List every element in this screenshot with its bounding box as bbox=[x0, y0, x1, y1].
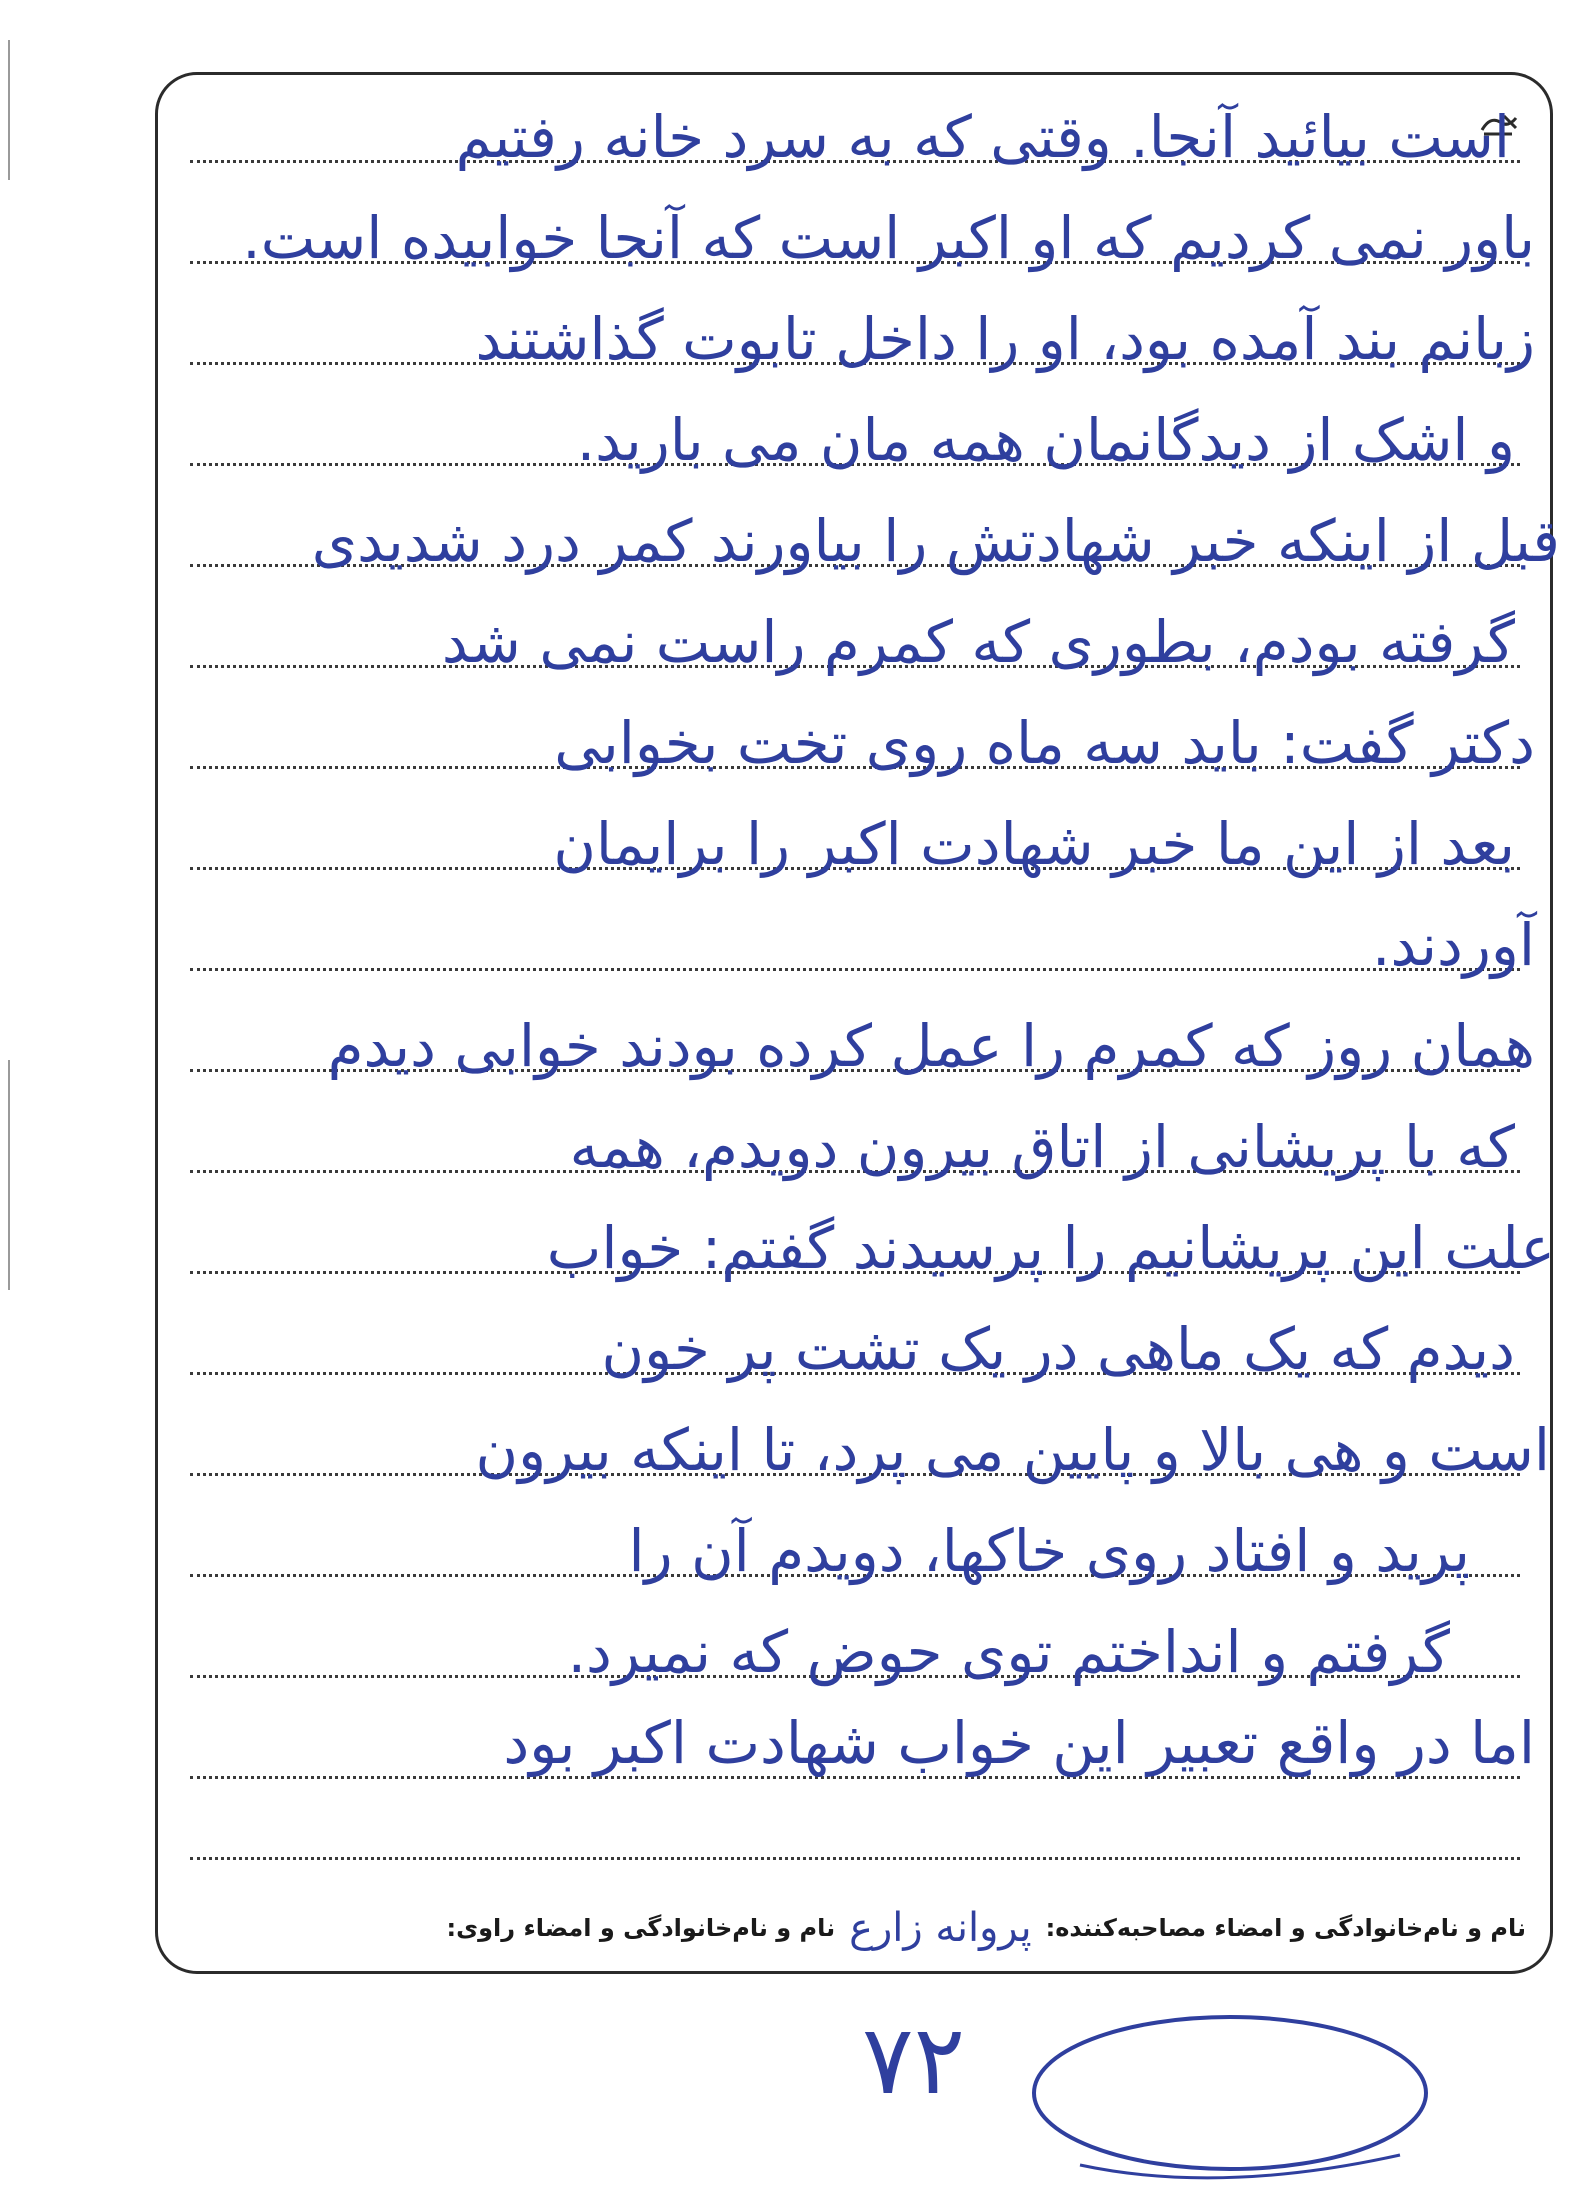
interviewer-signature: پروانه زارع bbox=[849, 1905, 1032, 1951]
handwritten-line: اما در واقع تعبیر این خواب شهادت اکبر بود bbox=[503, 1709, 1535, 1777]
handwritten-line: پرید و افتاد روی خاکها، دویدم آن را bbox=[628, 1517, 1470, 1585]
handwritten-line: است بیائید آنجا. وقتی که به سرد خانه رفتیم bbox=[455, 103, 1510, 171]
handwritten-line: آوردند. bbox=[1372, 911, 1535, 979]
narrator-label: نام و نام‌خانوادگی و امضاء راوی: bbox=[446, 1914, 836, 1942]
handwritten-line: دکتر گفت: باید سه ماه روی تخت بخوابی bbox=[554, 709, 1535, 777]
handwritten-line: دیدم که یک ماهی در یک تشت پر خون bbox=[601, 1315, 1515, 1383]
oval-mark bbox=[1020, 2005, 1440, 2195]
handwritten-line: بعد از این ما خبر شهادت اکبر را برایمان bbox=[553, 810, 1515, 878]
handwritten-line: است و هی بالا و پایین می پرد، تا اینکه بیرون bbox=[475, 1416, 1550, 1484]
ruled-line bbox=[190, 968, 1520, 971]
handwritten-line: علت این پریشانیم را پرسیدند گفتم: خواب bbox=[546, 1214, 1555, 1282]
interviewer-label: نام و نام‌خانوادگی و امضاء مصاحبه‌کننده: bbox=[1045, 1914, 1526, 1942]
signature-footer bbox=[190, 1902, 1526, 1954]
handwritten-line: که با پریشانی از اتاق بیرون دویدم، همه bbox=[569, 1113, 1515, 1181]
scan-edge-mark bbox=[8, 40, 10, 180]
page-number: ۷۲ bbox=[862, 2004, 966, 2116]
scan-edge-mark bbox=[8, 1060, 10, 1290]
handwritten-line: همان روز که کمرم را عمل کرده بودند خوابی دیدم bbox=[327, 1012, 1535, 1080]
ruled-line bbox=[190, 1857, 1520, 1860]
handwritten-line: گرفتم و انداختم توی حوض که نمیرد. bbox=[567, 1618, 1450, 1686]
handwritten-line: و اشک از دیدگانمان همه مان می بارید. bbox=[576, 406, 1515, 474]
handwritten-line: باور نمی کردیم که او اکبر است که آنجا خوابیده است. bbox=[242, 204, 1535, 272]
handwritten-line: زبانم بند آمده بود، او را داخل تابوت گذاشتند bbox=[475, 305, 1535, 373]
handwritten-line: قبل از اینکه خبر شهادتش را بیاورند کمر درد شدیدی bbox=[311, 507, 1560, 575]
handwritten-line: گرفته بودم، بطوری که کمرم راست نمی شد bbox=[441, 608, 1515, 676]
